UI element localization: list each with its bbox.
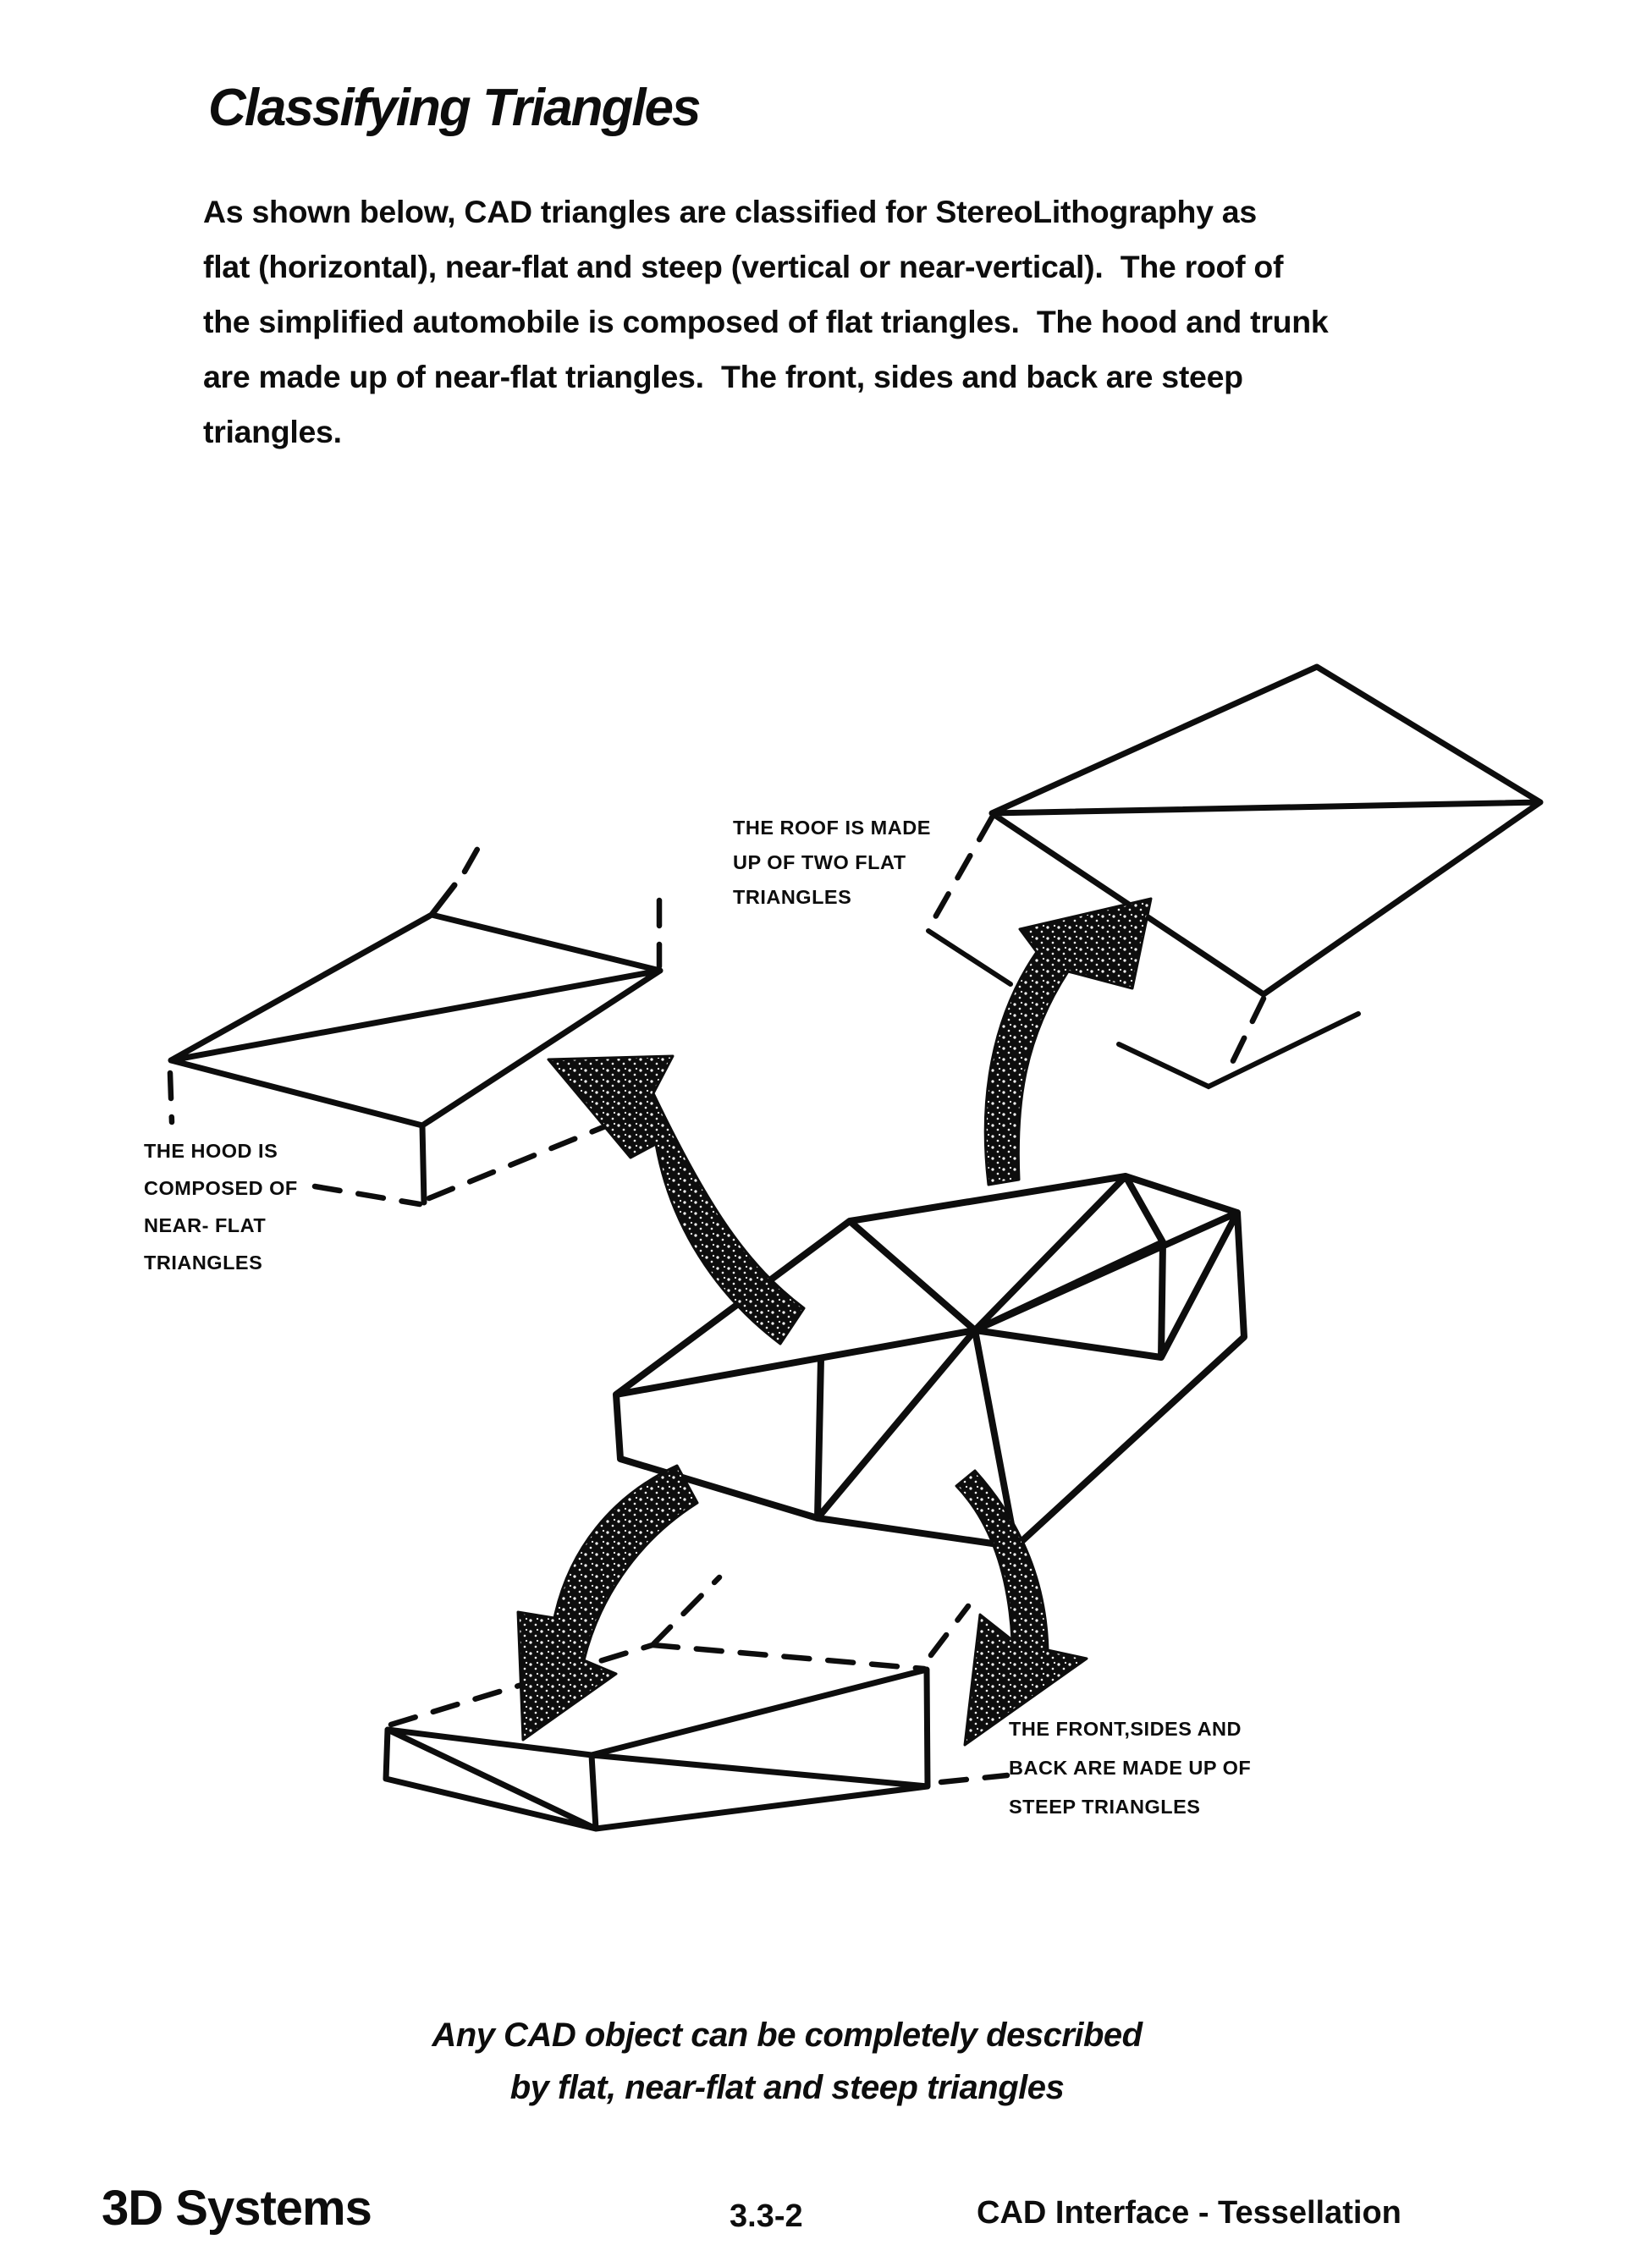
- arrow-to-roof: [985, 899, 1151, 1185]
- intro-paragraph: As shown below, CAD triangles are classified for StereoLithography as flat (horizontal), near-flat and steep (vertical or near-vertical). The roof of the simplified automobile is composed of flat triangles. The hood and trunk are made up of near-flat triangles. The front, sides and back are steep triangles.: [203, 194, 1329, 449]
- arrow-to-bottom-left: [518, 1466, 697, 1740]
- hood-label: THE HOOD IS COMPOSED OF NEAR- FLAT TRIANGLES: [144, 1140, 298, 1274]
- arrow-to-hood: [548, 1056, 804, 1344]
- figure-caption: Any CAD object can be completely described by flat, near-flat and steep triangles: [432, 2017, 1143, 2106]
- steep-label: THE FRONT,SIDES AND BACK ARE MADE UP OF STEEP TRIANGLES: [1009, 1718, 1252, 1818]
- roof-label: THE ROOF IS MADE UP OF TWO FLAT TRIANGLES: [733, 817, 931, 908]
- footer-section: CAD Interface - Tessellation: [977, 2195, 1401, 2231]
- footer-page-number: 3.3-2: [730, 2198, 803, 2234]
- footer-brand: 3D Systems: [102, 2181, 372, 2236]
- bottom-piece: [386, 1670, 928, 1829]
- arrow-to-bottom-right: [956, 1471, 1087, 1745]
- page-title: Classifying Triangles: [208, 79, 700, 137]
